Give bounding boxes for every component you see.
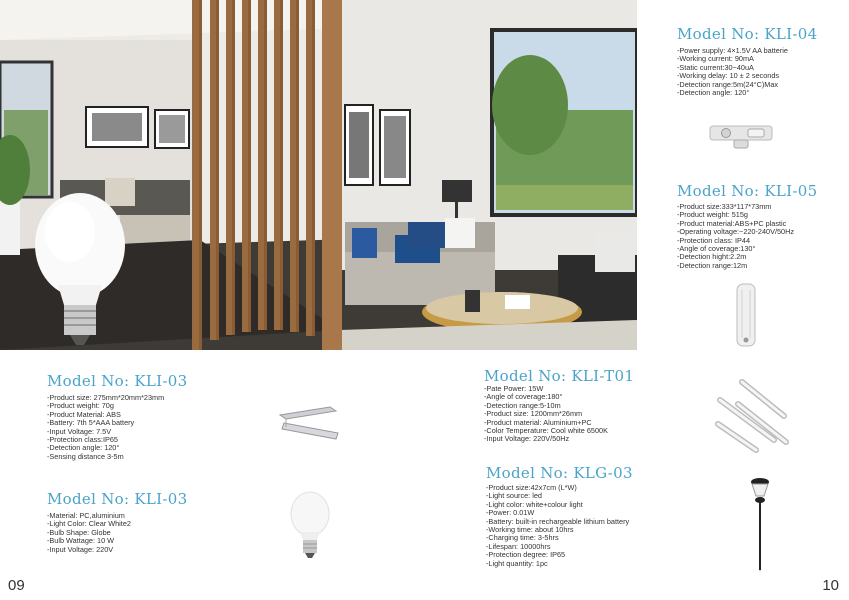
spec-line: -Charging time: 3-5hrs [486, 533, 559, 543]
spec-line: -Detection angle: 120° [47, 443, 120, 453]
pir-sensor-image [708, 122, 774, 150]
spec-line: -Product size: 275mm*20mm*23mm [47, 393, 165, 402]
spec-line: -Detection range:5-10m [484, 400, 561, 410]
spec-line: -Input Voltage: 220V [47, 544, 114, 554]
model-specs-kli-03-strip [47, 394, 164, 461]
spec-line: -Detection range:12m [677, 260, 748, 270]
spec-line: -Lifespan: 10000hrs [486, 541, 551, 551]
spec-line: -Detection angle: 120° [677, 88, 750, 98]
spec-line: -Working time: about 10hrs [486, 525, 574, 535]
spec-line: -Detection hight:2.2m [677, 252, 747, 262]
spec-line: -Product weight: 515g [677, 210, 748, 220]
spec-line: -Angle of coverage:180° [484, 392, 563, 402]
spec-line: -Product size: 1200mm*26mm [484, 409, 583, 419]
bulb-image [288, 490, 332, 562]
model-heading-kli-05: Model No: KLI-05 [677, 182, 818, 200]
spec-line: -Working delay: 10 ± 2 seconds [677, 71, 780, 81]
model-specs-klg-03 [486, 484, 629, 568]
garden-light-image [746, 474, 774, 574]
model-heading-kli-04: Model No: KLI-04 [677, 25, 818, 43]
spec-line: -Product Material: ABS [47, 409, 121, 419]
spec-line: -Color Temperature: Cool white 6500K [484, 426, 608, 436]
spec-line: -Working current: 90mA [677, 54, 754, 64]
spec-line: -Pate Power: 15W [484, 384, 544, 393]
room-photo [0, 0, 637, 350]
spec-line: -Light Color: Clear White2 [47, 519, 131, 529]
model-specs-kli-t01 [484, 385, 608, 444]
spec-line: -Power supply: 4×1.5V AA batterie [677, 46, 788, 55]
spec-line: -Protection class:IP65 [47, 435, 118, 445]
model-specs-kli-03-bulb [47, 512, 131, 554]
spec-line: -Product material: Aluminium+PC [484, 417, 592, 427]
wall-light-image [732, 282, 760, 348]
model-heading-klg-03: Model No: KLG-03 [486, 464, 633, 482]
spec-line: -Light source: led [486, 491, 542, 501]
spec-line: -Static current:30~40uA [677, 62, 754, 72]
spec-line: -Battery: 7th 5*AAA battery [47, 418, 135, 428]
spec-line: -Detection range:5m(24°C)Max [677, 79, 779, 89]
spec-line: -Bulb Shape: Globe [47, 527, 111, 537]
spec-line: -Product size:333*117*73mm [677, 202, 772, 211]
model-heading-kli-03-bulb: Model No: KLI-03 [47, 490, 188, 508]
model-specs-kli-05 [677, 203, 794, 270]
spec-line: -Protection degree: IP65 [486, 550, 566, 560]
spec-line: -Input Voltage: 7.5V [47, 426, 112, 436]
spec-line: -Battery: built-in rechargeable lithium battery [486, 516, 630, 526]
model-specs-kli-04 [677, 47, 788, 97]
spec-line: -Product size:42x7cm (L*W) [486, 483, 577, 492]
page-number-right: 10 [822, 577, 839, 594]
spec-line: -Operating voltage:~220-240V/50Hz [677, 227, 795, 237]
spec-line: -Bulb Wattage: 10 W [47, 536, 115, 546]
spec-line: -Power: 0.01W [486, 508, 535, 518]
spec-line: -Input Voltage: 220V/50Hz [484, 434, 570, 444]
spec-line: -Product material:ABS+PC plastic [677, 218, 787, 228]
model-heading-kli-t01: Model No: KLI-T01 [484, 367, 635, 385]
spec-line: -Product weight: 70g [47, 401, 114, 411]
spec-line: -Angle of coverage:130° [677, 244, 756, 254]
led-strip-image [278, 405, 344, 443]
model-heading-kli-03-strip: Model No: KLI-03 [47, 372, 188, 390]
page-number-left: 09 [8, 577, 25, 594]
spec-line: -Light color: white+colour light [486, 499, 583, 509]
spec-line: -Material: PC,aluminium [47, 511, 125, 520]
spec-line: -Protection class: IP44 [677, 235, 751, 245]
spec-line: -Light quantity: 1pc [486, 558, 548, 568]
spec-line: -Sensing distance 3-5m [47, 451, 124, 461]
led-tube-image [712, 378, 790, 454]
